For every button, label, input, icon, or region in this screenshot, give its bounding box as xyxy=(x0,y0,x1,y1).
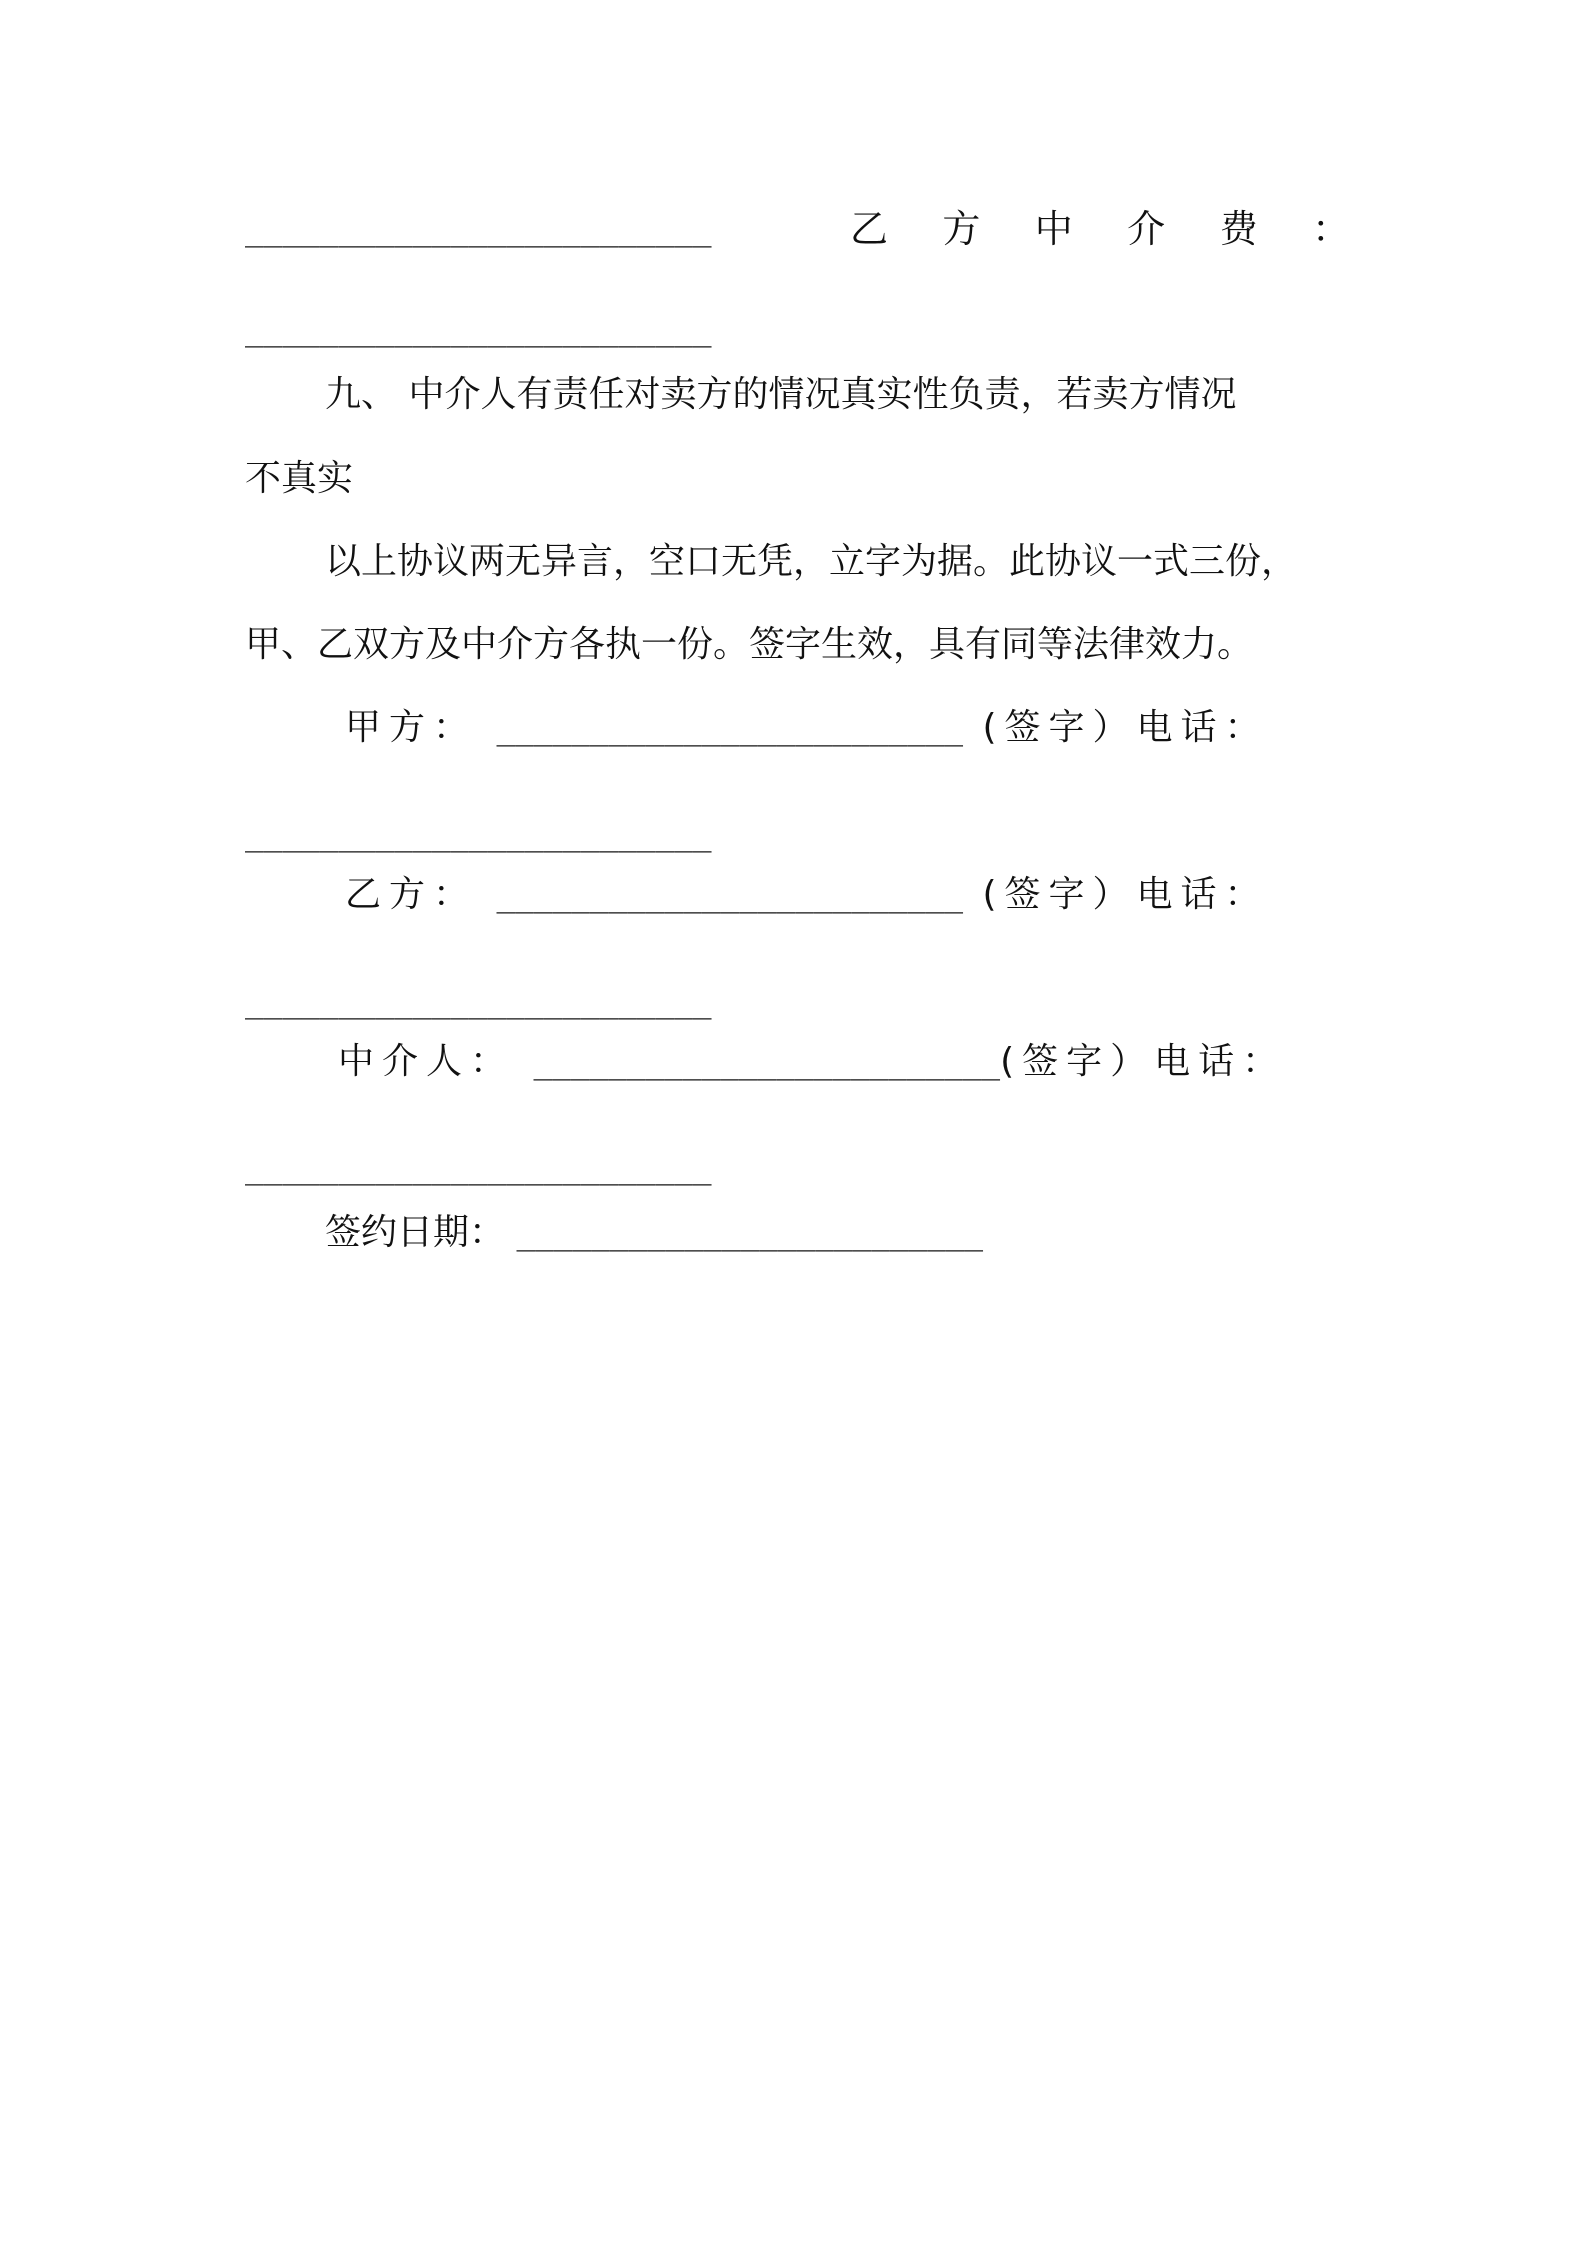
party-a-phone-blank: _________________________ xyxy=(245,817,712,853)
party-b-signature-blank: _________________________ xyxy=(496,878,964,914)
party-a-label: 甲方： xyxy=(345,707,478,748)
fee-label-char: 费 xyxy=(1219,207,1258,251)
fee-label-char: ： xyxy=(1311,207,1350,251)
fee-label-char: 方 xyxy=(942,207,981,251)
fee-label xyxy=(850,205,1350,253)
closing-line1: 以上协议两无异言，空口无凭，立字为据。此协议一式三份， xyxy=(325,541,1298,582)
party-a-sign-phone: (签字）电话： xyxy=(982,707,1269,748)
party-b-phone-line xyxy=(245,977,1350,1026)
fee-blank-before: _________________________ xyxy=(245,212,712,248)
fee-label-char: 介 xyxy=(1127,207,1166,251)
agent-phone-blank: _________________________ xyxy=(245,1150,712,1186)
fee-blank: _________________________ xyxy=(245,312,712,348)
party-a-phone-line xyxy=(245,810,1350,859)
party-b-sign-phone: (签字）电话： xyxy=(982,874,1269,915)
sign-date-label: 签约日期： xyxy=(325,1212,506,1253)
party-a-signature-blank: _________________________ xyxy=(496,711,964,747)
party-b-row xyxy=(345,871,1450,920)
fee-blank-line xyxy=(245,305,1350,354)
agent-sign-phone: (签字）电话： xyxy=(1000,1041,1287,1082)
agent-label: 中介人： xyxy=(338,1041,515,1082)
party-b-label: 乙方： xyxy=(345,874,478,915)
sign-date-row xyxy=(325,1209,1350,1258)
agent-signature-blank: _________________________ xyxy=(533,1045,1001,1081)
clause-nine-line1: 九、 中介人有责任对卖方的情况真实性负责，若卖方情况 xyxy=(325,374,1237,415)
fee-label-char: 中 xyxy=(1034,207,1073,251)
sign-date-blank: _________________________ xyxy=(516,1216,984,1252)
agent-row xyxy=(338,1038,1443,1087)
agent-phone-line xyxy=(245,1143,1350,1192)
closing-line2: 甲、乙双方及中介方各执一份。签字生效，具有同等法律效力。 xyxy=(245,624,1254,665)
party-b-phone-blank: _________________________ xyxy=(245,984,712,1020)
fee-label-char: 乙 xyxy=(850,207,889,251)
party-a-row xyxy=(345,704,1450,753)
clause-nine-line2: 不真实 xyxy=(245,458,354,499)
